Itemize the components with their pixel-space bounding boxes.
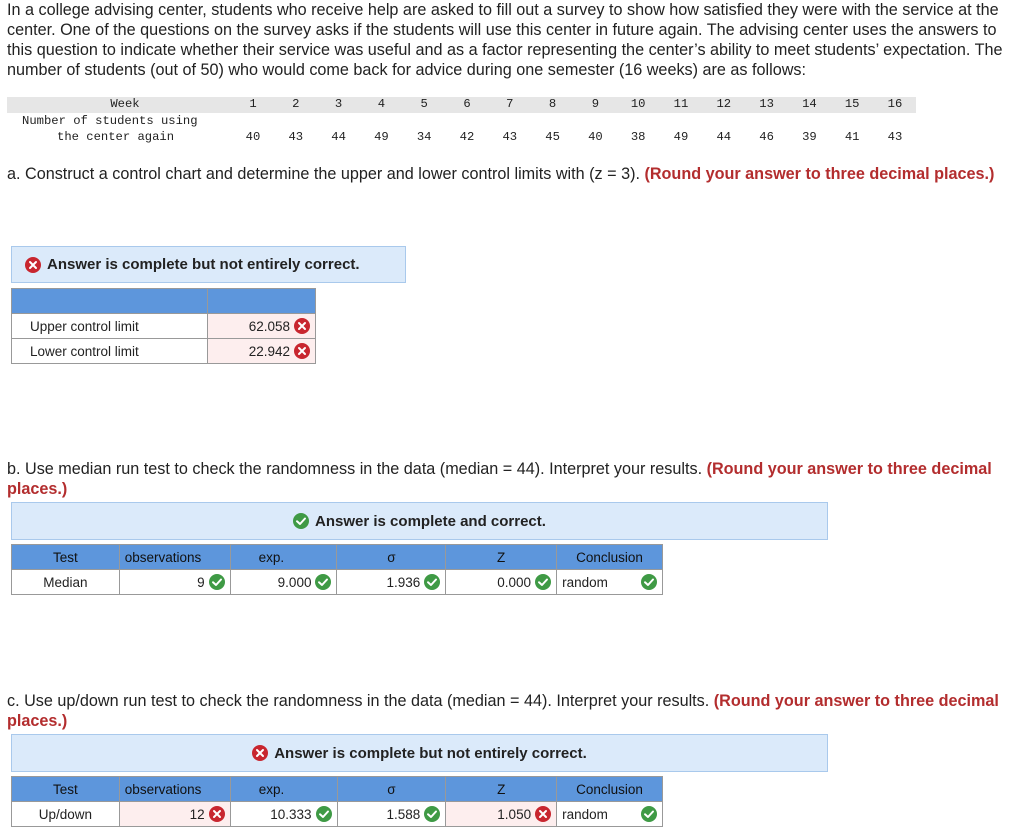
question-b-text: b. Use median run test to check the randomness in the data (median = 44). Interpret your results. [7,460,707,478]
control-limits-table [11,288,316,364]
student-count: 43 [502,130,518,144]
check-icon [424,574,440,590]
median-run-table [11,544,663,595]
exp-cell[interactable] [230,570,337,595]
week-label: Week [110,97,140,111]
week-number: 5 [420,97,428,111]
observations-cell[interactable] [119,570,230,595]
lcl-label: Lower control limit [12,339,208,364]
ucl-value: 62.058 [248,318,290,334]
students-label-2: the center again [57,130,175,144]
wrong-icon [294,343,310,359]
exp-cell[interactable] [230,802,337,827]
check-icon [641,806,657,822]
week-number: 4 [377,97,386,111]
question-c-instruction: (Round your answer to three decimal places.) [7,692,999,730]
observations-value: 12 [189,806,205,822]
table-header-row [12,545,663,570]
test-name: Up/down [12,802,120,827]
week-number: 7 [506,97,514,111]
week-number: 8 [548,97,557,111]
lcl-answer-cell[interactable] [208,339,316,364]
student-count: 49 [374,130,389,144]
z-cell[interactable] [446,802,557,827]
header-z: Z [446,777,557,802]
ucl-label: Upper control limit [12,314,208,339]
week-number: 10 [630,97,646,111]
answer-banner-a [11,246,406,283]
week-number: 11 [673,97,689,111]
check-icon [424,806,440,822]
header-conclusion: Conclusion [557,777,663,802]
wrong-icon [294,318,310,334]
student-count: 45 [545,130,560,144]
student-count: 34 [416,130,432,144]
header-sigma: σ [337,545,446,570]
wrong-icon [25,257,41,273]
week-number: 1 [249,97,257,111]
sigma-cell[interactable] [337,570,446,595]
student-count: 43 [887,130,903,144]
sigma-cell[interactable] [337,802,446,827]
check-icon [316,806,332,822]
student-count: 44 [331,130,346,144]
updown-run-table [11,776,663,827]
header-observations: observations [119,545,230,570]
wrong-icon [209,806,225,822]
wrong-icon [535,806,551,822]
answer-banner-b-text: Answer is complete and correct. [315,512,546,530]
week-number: 2 [292,97,300,111]
answer-banner-b [11,502,828,540]
student-count: 43 [288,130,304,144]
week-number: 9 [591,97,600,111]
question-a-text: a. Construct a control chart and determine the upper and lower control limits with (z = 3). [7,165,645,183]
question-b-instruction: (Round your answer to three decimal places.) [7,460,992,498]
ucl-answer-cell[interactable] [208,314,316,339]
header-cell [12,289,208,314]
z-value: 0.000 [497,574,532,590]
header-z: Z [446,545,557,570]
header-conclusion: Conclusion [557,545,663,570]
student-count: 49 [673,130,689,144]
question-c [7,691,1007,731]
problem-intro: In a college advising center, students who receive help are asked to fill out a survey to show how satisfied they were with the service at the center. One of the questions on the survey asks if the students will use this center in future again. The advising center uses the answers to this question to indicate whether their service was useful and as a factor representing the center’s ability to meet students’ expectation. The number of students (out of 50) who would come back for advice during one semester (16 weeks) are as follows: [7,1,1003,79]
week-number: 12 [716,97,732,111]
check-icon [641,574,657,590]
check-icon [209,574,225,590]
table-header-row [12,777,663,802]
test-name: Median [12,570,120,595]
student-count: 39 [802,130,817,144]
table-row [12,570,663,595]
header-exp: exp. [230,545,337,570]
week-number: 15 [844,97,860,111]
header-cell [208,289,316,314]
student-count: 42 [459,130,475,144]
answer-banner-c-text: Answer is complete but not entirely correct. [274,744,587,762]
lcl-value: 22.942 [248,343,290,359]
exp-value: 10.333 [270,806,312,822]
week-number: 13 [759,97,774,111]
students-label-1: Number of students using [22,114,198,128]
table-row [12,314,316,339]
conclusion-value: random [562,574,608,590]
student-count: 40 [588,130,603,144]
check-icon [535,574,551,590]
student-count: 46 [759,130,774,144]
header-exp: exp. [230,777,337,802]
sigma-value: 1.936 [386,574,421,590]
question-b [7,459,1007,499]
student-count: 41 [844,130,860,144]
z-value: 1.050 [497,806,532,822]
sigma-value: 1.588 [386,806,421,822]
check-icon [315,574,331,590]
student-count: 40 [245,130,261,144]
header-test: Test [12,777,120,802]
question-c-text: c. Use up/down run test to check the randomness in the data (median = 44). Interpret your results. [7,692,714,710]
conclusion-cell[interactable] [557,802,663,827]
header-sigma: σ [337,777,446,802]
observations-value: 9 [197,574,205,590]
table-header-row [12,289,316,314]
header-test: Test [12,545,120,570]
week-number: 16 [887,97,903,111]
wrong-icon [252,745,268,761]
conclusion-value: random [562,806,608,822]
observations-cell[interactable] [119,802,230,827]
table-row [12,802,663,827]
student-count: 44 [716,130,732,144]
question-a-instruction: (Round your answer to three decimal places.) [644,165,995,183]
z-cell[interactable] [446,570,557,595]
exp-value: 9.000 [277,574,312,590]
week-number: 6 [463,97,471,111]
header-observations: observations [119,777,230,802]
student-count: 38 [630,130,646,144]
week-number: 14 [802,97,817,111]
table-row [12,339,316,364]
conclusion-cell[interactable] [557,570,663,595]
answer-banner-a-text: Answer is complete but not entirely correct. [47,256,360,273]
question-a [7,164,1007,184]
answer-banner-c [11,734,828,772]
week-number: 3 [334,97,343,111]
check-icon [293,513,309,529]
